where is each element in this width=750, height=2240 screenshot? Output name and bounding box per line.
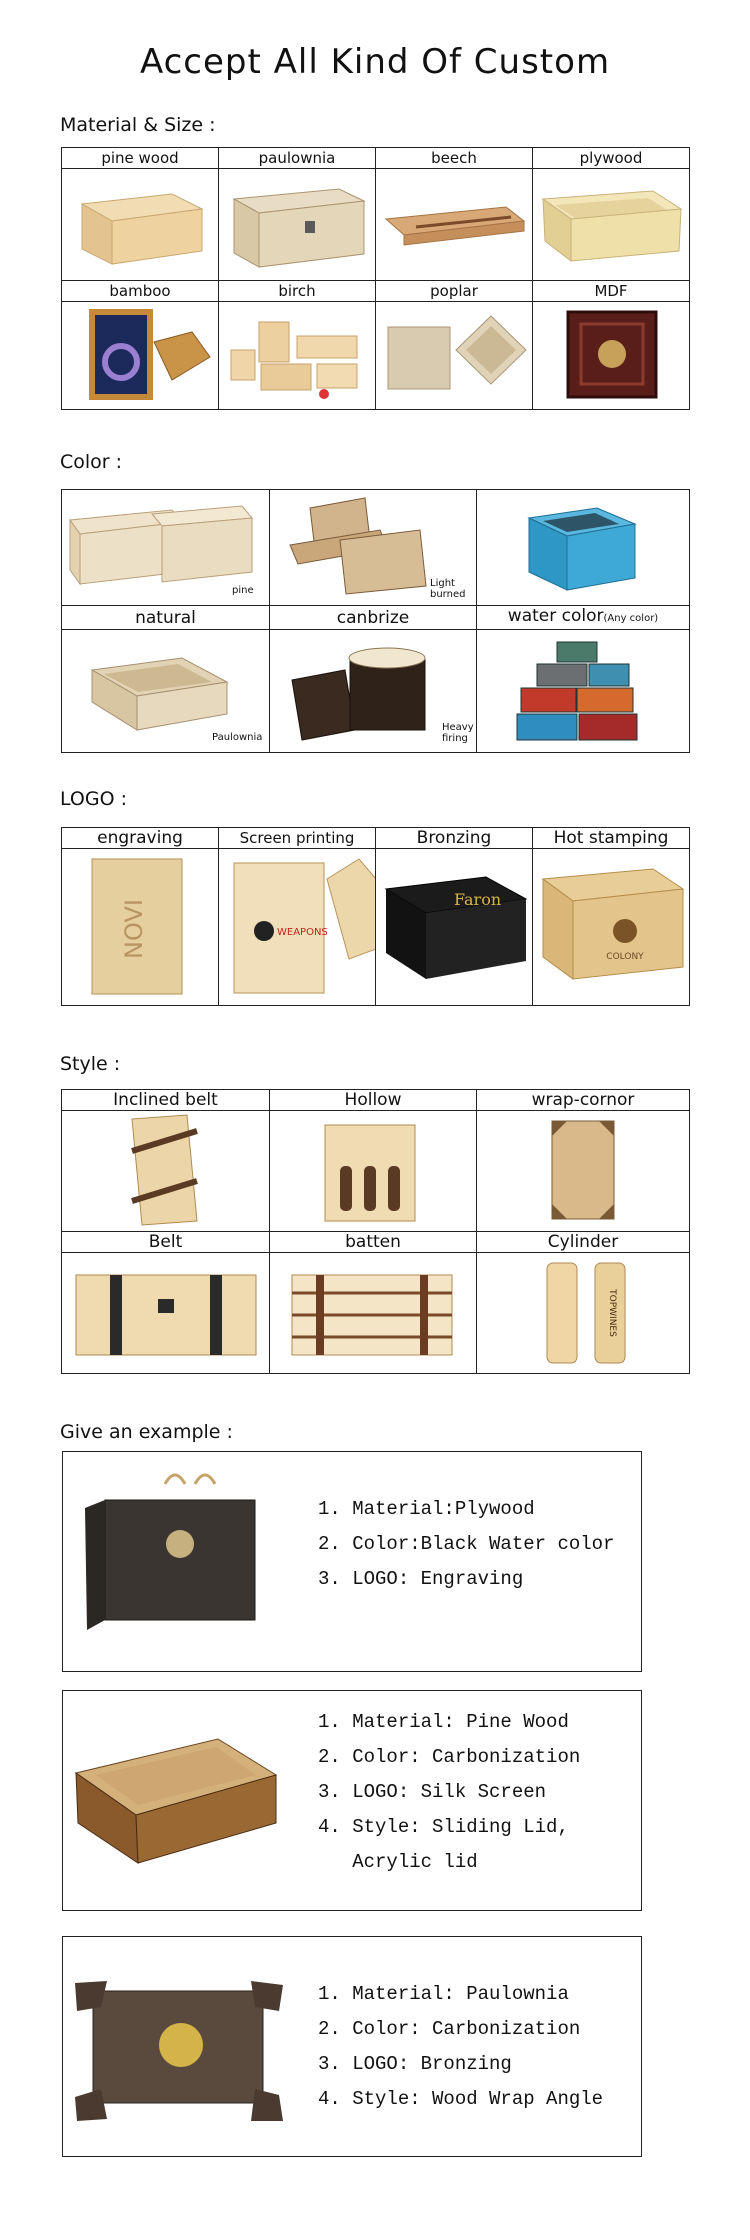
color-heading: Color :: [60, 451, 123, 473]
screen-printed-board-illustration: [219, 849, 376, 1001]
beech-box-illustration: [376, 169, 533, 276]
example-2-line-4: 4. Style: Sliding Lid,: [318, 1816, 569, 1838]
faron-bronzing-text: Faron: [454, 890, 502, 909]
color-blue-image: [477, 490, 690, 606]
style-heading: Style :: [60, 1053, 121, 1075]
screen-printing-image: [219, 849, 376, 1006]
color-light-burned-image: [270, 490, 477, 606]
color-label-natural: natural: [62, 606, 270, 630]
material-label-beech: beech: [376, 148, 533, 169]
logo-label-engraving: engraving: [62, 828, 219, 849]
color-water-color-image: [477, 630, 690, 753]
example-2-line-1: 1. Material: Pine Wood: [318, 1711, 569, 1733]
material-label-birch: birch: [219, 281, 376, 302]
style-label-belt: Belt: [62, 1232, 270, 1253]
example-2-list: [318, 1705, 580, 1880]
weapons-print-text: WEAPONS: [277, 927, 328, 938]
plywood-image: [533, 169, 690, 281]
cylinder-tubes-illustration: [477, 1253, 690, 1369]
caption-light-burned: Light burned: [430, 578, 466, 600]
material-label-mdf: MDF: [533, 281, 690, 302]
material-label-poplar: poplar: [376, 281, 533, 302]
example-2-box-illustration: [68, 1713, 283, 1893]
poplar-box-illustration: [376, 302, 533, 405]
bamboo-box-illustration: [62, 302, 219, 405]
mdf-box-illustration: [533, 302, 690, 405]
hollow-box-illustration: [270, 1111, 477, 1227]
logo-label-bronzing: Bronzing: [376, 828, 533, 849]
style-label-batten: batten: [270, 1232, 477, 1253]
material-label-pine: pine wood: [62, 148, 219, 169]
paulownia-tray-illustration: [62, 630, 270, 748]
paulownia-image: [219, 169, 376, 281]
hot-stamping-image: [533, 849, 690, 1006]
style-label-wrap-cornor: wrap-cornor: [477, 1090, 690, 1111]
example-3-list: [318, 1977, 603, 2117]
example-2-line-2: 2. Color: Carbonization: [318, 1746, 581, 1768]
example-3-line-4: 4. Style: Wood Wrap Angle: [318, 2088, 604, 2110]
caption-pine: pine: [232, 585, 254, 596]
water-color-text: water color: [507, 606, 604, 626]
paulownia-box-illustration: [219, 169, 376, 276]
engraved-board-illustration: [62, 849, 219, 1001]
birch-boxes-illustration: [219, 302, 376, 405]
example-box-1: [62, 1451, 642, 1672]
example-box-2: [62, 1690, 642, 1911]
topwines-text: TOPWINES: [607, 1289, 617, 1337]
color-table: [61, 489, 690, 753]
any-color-note: (Any color): [603, 613, 659, 624]
mdf-image: [533, 302, 690, 410]
pine-wood-image: [62, 169, 219, 281]
example-1-line-1: 1. Material:Plywood: [318, 1498, 535, 1520]
pine-box-illustration: [62, 169, 219, 276]
material-label-bamboo: bamboo: [62, 281, 219, 302]
material-label-paulownia: paulownia: [219, 148, 376, 169]
example-3-line-3: 3. LOGO: Bronzing: [318, 2053, 512, 2075]
engraving-image: [62, 849, 219, 1006]
birch-image: [219, 302, 376, 410]
inclined-belt-box-illustration: [62, 1111, 270, 1227]
batten-box-illustration: [270, 1253, 477, 1369]
logo-label-screen-printing: Screen printing: [219, 828, 376, 849]
example-3-line-2: 2. Color: Carbonization: [318, 2018, 581, 2040]
colony-stamp-text: COLONY: [606, 952, 644, 962]
logo-label-hot-stamping: Hot stamping: [533, 828, 690, 849]
example-2-line-5: Acrylic lid: [318, 1851, 478, 1873]
style-label-cylinder: Cylinder: [477, 1232, 690, 1253]
caption-heavy-firing: Heavy firing: [442, 722, 474, 744]
beech-image: [376, 169, 533, 281]
bronzing-box-illustration: [376, 849, 533, 1001]
logo-heading: LOGO :: [60, 788, 127, 810]
poplar-image: [376, 302, 533, 410]
bronzing-image: [376, 849, 533, 1006]
bamboo-image: [62, 302, 219, 410]
color-label-canbrize: canbrize: [270, 606, 477, 630]
wrap-cornor-image: [477, 1111, 690, 1232]
color-paulownia-image: [62, 630, 270, 753]
example-1-list: [318, 1492, 614, 1597]
wrap-corner-box-illustration: [477, 1111, 690, 1227]
example-1-box-illustration: [75, 1464, 275, 1654]
material-label-plywood: plywood: [533, 148, 690, 169]
hollow-image: [270, 1111, 477, 1232]
logo-table: [61, 827, 690, 1006]
example-3-line-1: 1. Material: Paulownia: [318, 1983, 569, 2005]
example-3-box-illustration: [71, 1977, 286, 2127]
color-label-water-color: [477, 606, 690, 630]
inclined-belt-image: [62, 1111, 270, 1232]
style-label-inclined-belt: Inclined belt: [62, 1090, 270, 1111]
color-heavy-firing-image: [270, 630, 477, 753]
example-heading: Give an example :: [60, 1421, 233, 1443]
water-color-boxes-illustration: [477, 630, 690, 748]
style-table: [61, 1089, 690, 1374]
belt-box-illustration: [62, 1253, 270, 1369]
example-2-line-3: 3. LOGO: Silk Screen: [318, 1781, 547, 1803]
material-table: [61, 147, 690, 410]
color-pine-image: [62, 490, 270, 606]
example-1-line-3: 3. LOGO: Engraving: [318, 1568, 524, 1590]
cylinder-image: [477, 1253, 690, 1374]
material-heading: Material & Size :: [60, 114, 216, 136]
belt-image: [62, 1253, 270, 1374]
novi-engraving-text: NOVI: [120, 899, 148, 959]
caption-paulownia: Paulownia: [212, 732, 263, 743]
example-1-line-2: 2. Color:Black Water color: [318, 1533, 615, 1555]
hot-stamped-box-illustration: [533, 849, 690, 1001]
style-label-hollow: Hollow: [270, 1090, 477, 1111]
page-title: Accept All Kind Of Custom: [139, 42, 611, 82]
example-box-3: [62, 1936, 642, 2157]
plywood-box-illustration: [533, 169, 690, 276]
blue-box-illustration: [477, 490, 690, 601]
batten-image: [270, 1253, 477, 1374]
